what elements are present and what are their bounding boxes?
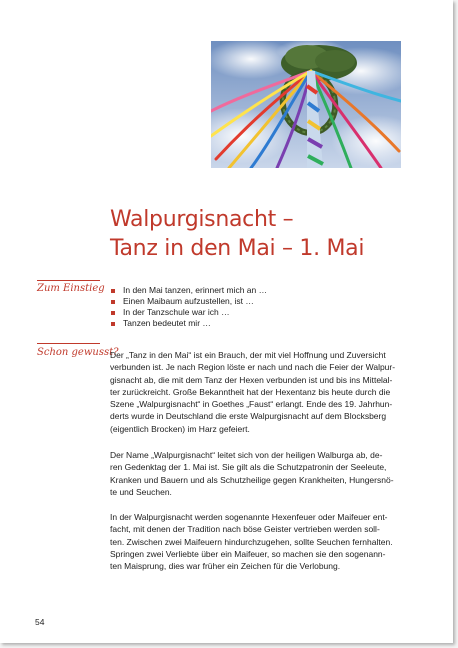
intro-bullet-list [110,285,410,329]
intro-label-rule [37,280,100,281]
text-line: gisnacht ab, die mit dem Tanz der Hexen verbunden ist und bis ins Mittelal- [110,374,393,385]
facts-paragraph-1 [110,349,405,435]
text-line: Kranken und Bauern und als Schutzheilige gegen Krankheiten, Hungersnö- [110,474,394,485]
page-title [110,205,430,263]
text-line: Der Name „Walpurgisnacht“ leitet sich von der heiligen Walburga ab, de- [110,450,383,460]
title-line-2: Tanz in den Mai – 1. Mai [110,236,365,261]
text-line: Springen zwei Verliebte über ein Maifeuer, so machen sie den sogenann- [110,548,386,559]
facts-paragraph-3 [110,511,405,572]
text-line: Szene „Walpurgisnacht“ in Goethes „Faust“ erlangt. Ende des 19. Jahrhun- [110,399,393,410]
text-line: ter zurückreicht. Große Bekanntheit hat der Hexentanz bis heute durch die [110,386,391,397]
list-item: Einen Maibaum aufzustellen, ist … [110,296,410,307]
intro-section-label: Zum Einstieg [37,283,105,294]
list-item: In der Tanzschule war ich … [110,307,410,318]
title-line-1: Walpurgisnacht – [110,207,294,232]
text-line: ren Gedenktag der 1. Mai ist. Sie gilt als die Schutzpatronin der Seeleute, [110,462,387,473]
facts-section-label: Schon gewusst? [37,347,119,358]
text-line: Der „Tanz in den Mai“ ist ein Brauch, der mit viel Hoffnung und Zuversicht [110,350,386,360]
text-line: te und Seuchen. [110,486,172,497]
text-line: derts wurde in Deutschland die erste Walpurgisnacht auf dem Blocksberg [110,411,387,422]
text-line: facht, mit denen der Tradition nach böse Geister vertrieben werden soll- [110,524,380,535]
text-line: verbunden ist. Je nach Region löste er nach und nach die Feier der Walpur- [110,362,396,373]
text-line: ten Maisprung, dies war früher ein Zeichen für die Verlobung. [110,561,341,572]
facts-label-rule [37,343,100,344]
maypole-photo [211,41,401,168]
maypole-illustration [211,41,401,168]
text-line: (eigentlich Brocken) im Harz gefeiert. [110,423,250,434]
page-number: 54 [35,617,45,627]
list-item: In den Mai tanzen, erinnert mich an … [110,285,410,296]
facts-paragraph-2 [110,449,405,498]
text-line: ten. Zwischen zwei Maifeuern hindurchzugehen, sollte Seuchen fernhalten. [110,536,393,547]
text-line: In der Walpurgisnacht werden sogenannte Hexenfeuer oder Maifeuer ent- [110,512,388,522]
list-item: Tanzen bedeutet mir … [110,318,410,329]
